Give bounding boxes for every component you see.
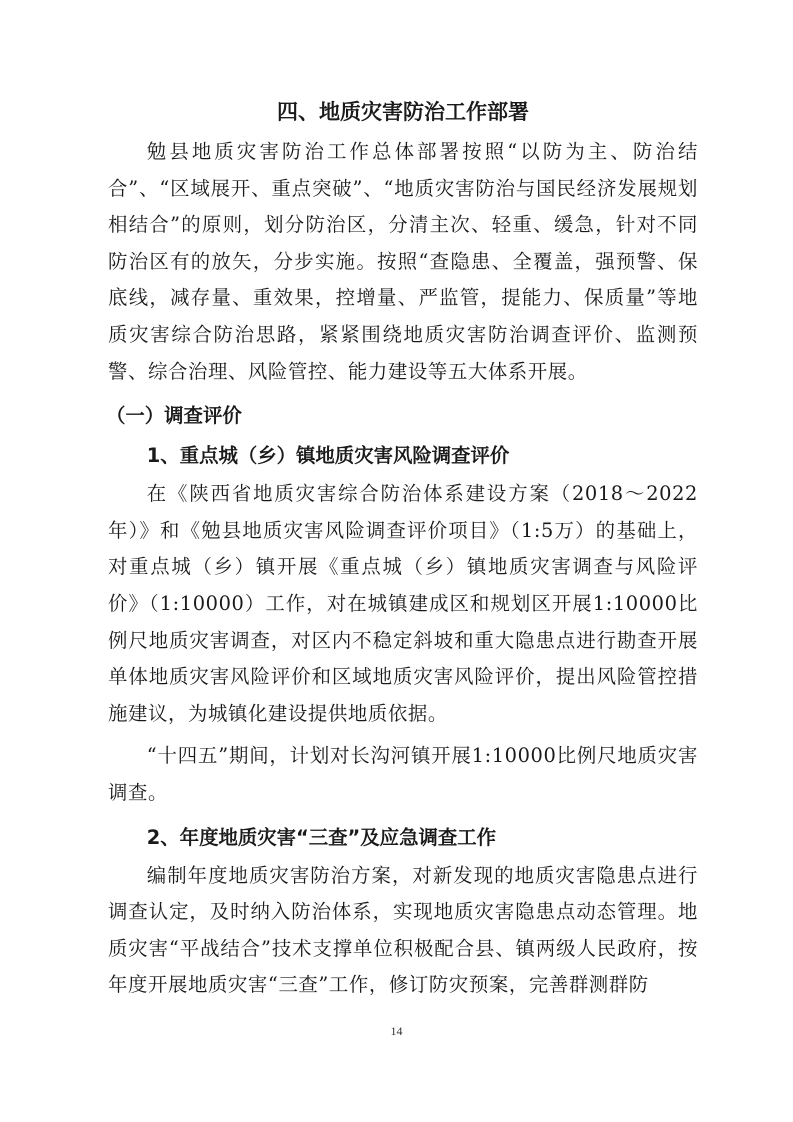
- plan-paragraph: “十四五”期间，计划对长沟河镇开展1:10000比例尺地质灾害调查。: [108, 744, 698, 804]
- page-content: [108, 90, 698, 1004]
- intro-paragraph: 勉县地质灾害防治工作总体部署按照“以防为主、防治结合”、“区域展开、重点突破”、“地质灾害防治与国民经济发展规划相结合”的原则，划分防治区，分清主次、轻重、缓急，针对不同防治区有的放矢，分步实施。按照“查隐患、全覆盖，强预警、保底线，减存量、重效果，控增量、严监管，提能力、保质量”等地质灾害综合防治思路，紧紧围绕地质灾害防治调查评价、监测预警、综合治理、风险管控、能力建设等五大体系开展。: [108, 140, 698, 383]
- heading-annual-survey: 2、年度地质灾害“三查”及应急调查工作: [146, 825, 497, 849]
- key-towns-paragraph: 在《陕西省地质灾害综合防治体系建设方案（2018～2022年）》和《勉县地质灾害风险调查评价项目》（1:5万）的基础上，对重点城（乡）镇开展《重点城（乡）镇地质灾害调查与风险评价》（1:10000）工作，对在城镇建成区和规划区开展1:10000比例尺地质灾害调查，对区内不稳定斜坡和重大隐患点进行勘查开展单体地质灾害风险评价和区域地质灾害风险评价，提出风险管控措施建议，为城镇化建设提供地质依据。: [108, 482, 698, 725]
- annual-survey-paragraph: 编制年度地质灾害防治方案，对新发现的地质灾害隐患点进行调查认定，及时纳入防治体系，实现地质灾害隐患点动态管理。地质灾害“平战结合”技术支撑单位积极配合县、镇两级人民政府，按年度开展地质灾害“三查”工作，修订防灾预案，完善群测群防: [108, 863, 698, 997]
- heading-key-towns-risk-survey: 1、重点城（乡）镇地质灾害风险调查评价: [146, 444, 510, 468]
- section-title: 四、地质灾害防治工作部署: [277, 100, 529, 124]
- subsection-heading-survey: （一）调查评价: [106, 404, 242, 428]
- page-number: 14: [390, 1024, 403, 1038]
